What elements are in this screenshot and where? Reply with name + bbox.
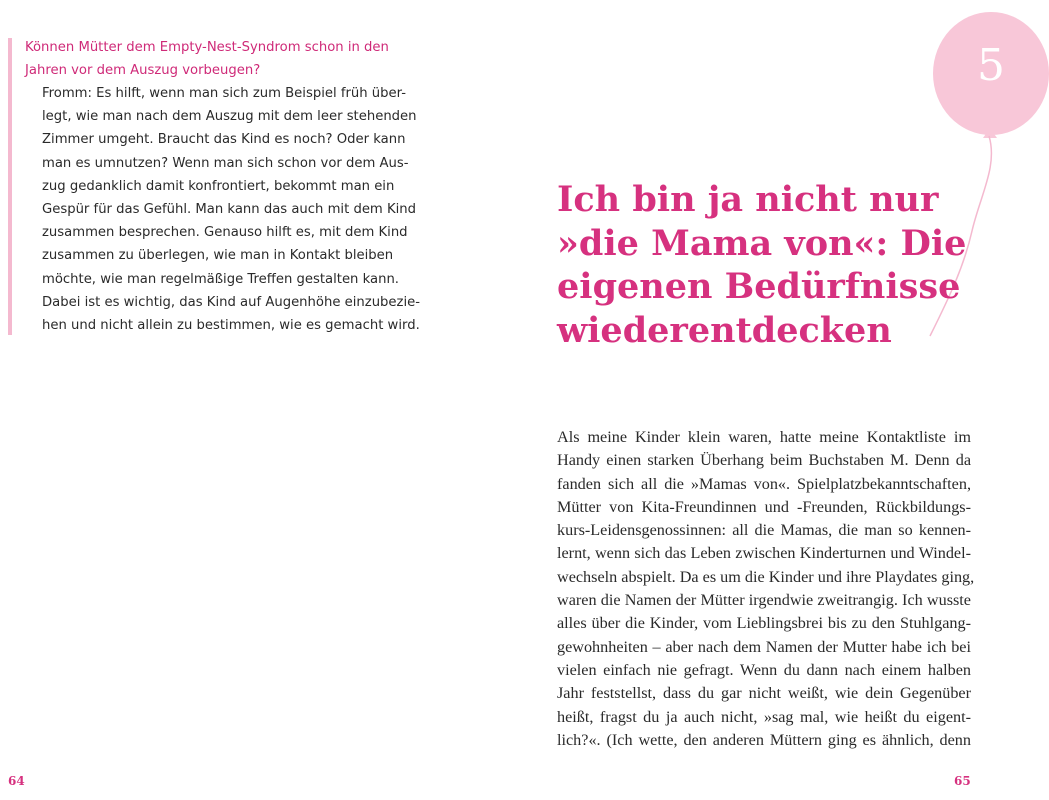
body-text <box>557 426 975 752</box>
body-line: lich?«. (Ich wette, den anderen Müttern ging es ähnlich, denn <box>557 730 971 749</box>
body-line: fanden sich all die »Mamas von«. Spielplatzbekanntschaften, <box>557 474 971 493</box>
answer-line: Dabei ist es wichtig, das Kind auf Augenhöhe einzubezie- <box>42 294 420 310</box>
body-line: vielen einfach nie gefragt. Wenn du dann nach einem halben <box>557 660 971 679</box>
body-line: wechseln abspielt. Da es um die Kinder und ihre Playdates ging, <box>557 567 975 586</box>
body-line: Mütter von Kita-Freundinnen und -Freunden, Rückbildungs- <box>557 497 971 516</box>
body-line: waren die Namen der Mütter irgendwie zweitrangig. Ich wusste <box>557 591 971 610</box>
answer-line: Fromm: Es hilft, wenn man sich zum Beispiel früh über- <box>42 86 406 101</box>
body-line: heißt, fragst du ja auch nicht, »sag mal, wie heißt du eigent- <box>557 707 971 726</box>
body-line: Handy einen starken Überhang beim Buchstaben M. Denn da <box>557 451 971 470</box>
chapter-number: 5 <box>977 40 1005 91</box>
right-page <box>500 0 1005 800</box>
interview-question <box>25 36 425 82</box>
answer-line: Zimmer umgeht. Braucht das Kind es noch? Oder kann <box>42 132 406 148</box>
answer-line: möchte, wie man regelmäßige Treffen gestalten kann. <box>42 271 400 287</box>
title-line: Ich bin ja nicht nur <box>557 179 939 220</box>
answer-line: zusammen zu überlegen, wie man in Kontakt bleiben <box>42 248 394 264</box>
title-line: wiederentdecken <box>557 309 892 351</box>
page-number-right: 65 <box>954 774 971 788</box>
answer-line: man es umnutzen? Wenn man sich schon vor dem Aus- <box>42 155 409 171</box>
title-line: »die Mama von«: Die <box>557 222 967 264</box>
answer-line: hen und nicht allein zu bestimmen, wie es gemacht wird. <box>42 318 420 334</box>
body-line: Als meine Kinder klein waren, hatte meine Kontaktliste im <box>557 428 971 446</box>
interview-answer <box>42 82 422 337</box>
body-line: gewohnheiten – aber nach dem Namen der Mutter habe ich bei <box>557 637 971 656</box>
body-line: Jahr feststellst, dass du gar nicht weißt, wie dein Gegenüber <box>557 684 971 703</box>
answer-line: zusammen besprechen. Genauso hilft es, mit dem Kind <box>42 225 408 241</box>
left-page <box>0 0 500 800</box>
body-line: lernt, wenn sich das Leben zwischen Kinderturnen und Windel- <box>557 544 971 563</box>
page-number-left: 64 <box>8 774 25 788</box>
question-line: Jahren vor dem Auszug vorbeugen? <box>25 63 261 78</box>
answer-line: zug gedanklich damit konfrontiert, bekommt man ein <box>42 178 395 194</box>
body-line: alles über die Kinder, vom Lieblingsbrei bis zu den Stuhlgang- <box>557 614 971 633</box>
question-line: Können Mütter dem Empty-Nest-Syndrom schon in den <box>25 40 389 55</box>
body-line: kurs-Leidensgenossinnen: all die Mamas, die man so kennen- <box>557 521 971 540</box>
chapter-title <box>557 178 997 352</box>
answer-line: legt, wie man nach dem Auszug mit dem leer stehenden <box>42 109 417 125</box>
answer-line: Gespür für das Gefühl. Man kann das auch mit dem Kind <box>42 202 417 218</box>
title-line: eigenen Bedürfnisse <box>557 266 961 307</box>
interview-accent-bar <box>8 38 12 335</box>
